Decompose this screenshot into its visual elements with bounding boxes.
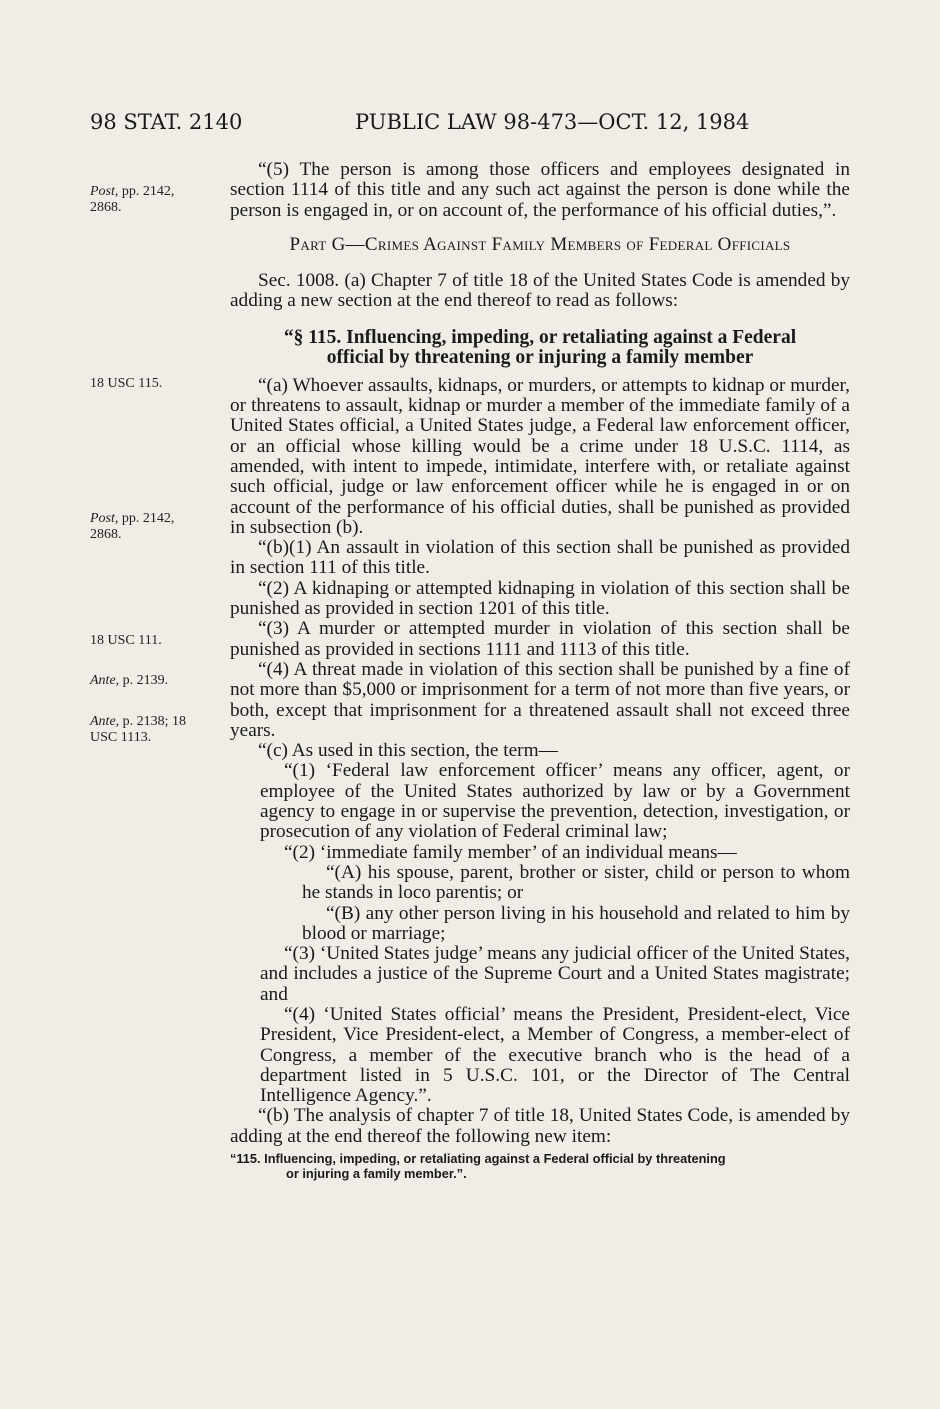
definition-3: “(3) ‘United States judge’ means any judicial officer of the United States, and includes a justice of the Supreme Court and a United States magistrate; and xyxy=(260,943,850,1005)
margin-note-italic: Ante, xyxy=(90,673,120,688)
analysis-item-line-1: “115. Influencing, impeding, or retaliating against a Federal official by threatening xyxy=(230,1151,726,1167)
margin-note-ref: p. 2139. xyxy=(119,673,169,688)
subsection-b-4: “(4) A threat made in violation of this section shall be punished by a fine of not more than $5,000 or imprisonment for a term of not more than five years, or both, except that imprisonment for a threatened assault shall not exceed three years. xyxy=(230,658,850,741)
margin-note-post-1 xyxy=(90,184,218,216)
analysis-item-line-2: or injuring a family member.”. xyxy=(286,1166,467,1182)
section-heading-line-1: “§ 115. Influencing, impeding, or retaliating against a Federal xyxy=(283,326,797,348)
margin-note-post-2 xyxy=(90,511,218,543)
analysis-item xyxy=(230,1151,850,1181)
page-header xyxy=(90,110,850,142)
section-b-analysis: “(b) The analysis of chapter 7 of title 18, United States Code, is amended by adding at the end thereof the following new item: xyxy=(230,1105,850,1147)
margin-note-ante-2 xyxy=(90,714,218,746)
main-text xyxy=(230,160,850,1181)
section-heading-line-2: official by threatening or injuring a family member xyxy=(326,346,754,368)
margin-note-ref: p. 2138; 18 xyxy=(119,714,187,729)
part-g-heading: Part G—Crimes Against Family Members of Federal Officials xyxy=(289,233,791,255)
public-law-title: PUBLIC LAW 98-473—OCT. 12, 1984 xyxy=(355,110,750,134)
margin-note-italic: Post, xyxy=(90,184,119,199)
definition-2: “(2) ‘immediate family member’ of an individual means— xyxy=(284,841,737,863)
margin-note-18usc115: 18 USC 115. xyxy=(90,376,163,391)
definition-4: “(4) ‘United States official’ means the President, President-elect, Vice President, Vice President-elect, a Member of Congress, a member-elect of Congress, a member of the executive branch who is the head of a department listed in 5 U.S.C. 101, or the Director of The Central Intelligence Agency.”. xyxy=(260,1003,850,1107)
subsection-b-2: “(2) A kidnaping or attempted kidnaping in violation of this section shall be punished as provided in section 1201 of this title. xyxy=(230,577,850,620)
definition-2-b: “(B) any other person living in his household and related to him by blood or marriage; xyxy=(302,902,850,944)
definition-2-a: “(A) his spouse, parent, brother or sister, child or person to whom he stands in loco parentis; or xyxy=(302,861,850,904)
subsection-a: “(a) Whoever assaults, kidnaps, or murders, or attempts to kidnap or murder, or threatens to assault, kidnap or murder a member of the immediate family of a United States official, a United States judge, a Federal law enforcement officer, or an official whose killing would be a crime under 18 U.S.C. 1114, as amended, with intent to impede, intimidate, interfere with, or retaliate against such official, judge or law enforcement officer while he is engaged in or on account of the performance of his official duties, shall be punished as provided in subsection (b). xyxy=(230,374,850,538)
margin-note-18usc111: 18 USC 111. xyxy=(90,633,162,648)
definition-1: “(1) ‘Federal law enforcement officer’ means any officer, agent, or employee of the United States authorized by law or by a Government agency to engage in or supervise the prevention, detection, investigation, or prosecution of any violation of Federal criminal law; xyxy=(260,760,850,843)
margin-note-ref-line2: USC 1113. xyxy=(90,730,152,745)
paragraph-5: “(5) The person is among those officers and employees designated in section 1114 of this title and any such act against the person is done while the person is engaged in, or on account of, the performance of his official duties,”. xyxy=(230,159,850,221)
margin-note-italic: Post, xyxy=(90,511,119,526)
margin-note-ante-1 xyxy=(90,673,218,689)
subsection-b-3: “(3) A murder or attempted murder in violation of this section shall be punished as provided in sections 1111 and 1113 of this title. xyxy=(230,618,850,660)
section-115-heading xyxy=(230,328,850,368)
section-1008-paragraph: Sec. 1008. (a) Chapter 7 of title 18 of the United States Code is amended by adding a new section at the end thereof to read as follows: xyxy=(230,270,850,312)
margin-note-italic: Ante, xyxy=(90,714,120,729)
statute-page-number: 98 STAT. 2140 xyxy=(90,110,243,134)
margin-note-ref: pp. 2142, xyxy=(118,511,175,526)
margin-note-ref-line2: 2868. xyxy=(90,527,122,542)
margin-note-ref: pp. 2142, xyxy=(118,184,175,199)
margin-note-ref-line2: 2868. xyxy=(90,200,122,215)
subsection-c: “(c) As used in this section, the term— xyxy=(258,740,558,762)
subsection-b-1: “(b)(1) An assault in violation of this section shall be punished as provided in section 111 of this title. xyxy=(230,537,850,579)
